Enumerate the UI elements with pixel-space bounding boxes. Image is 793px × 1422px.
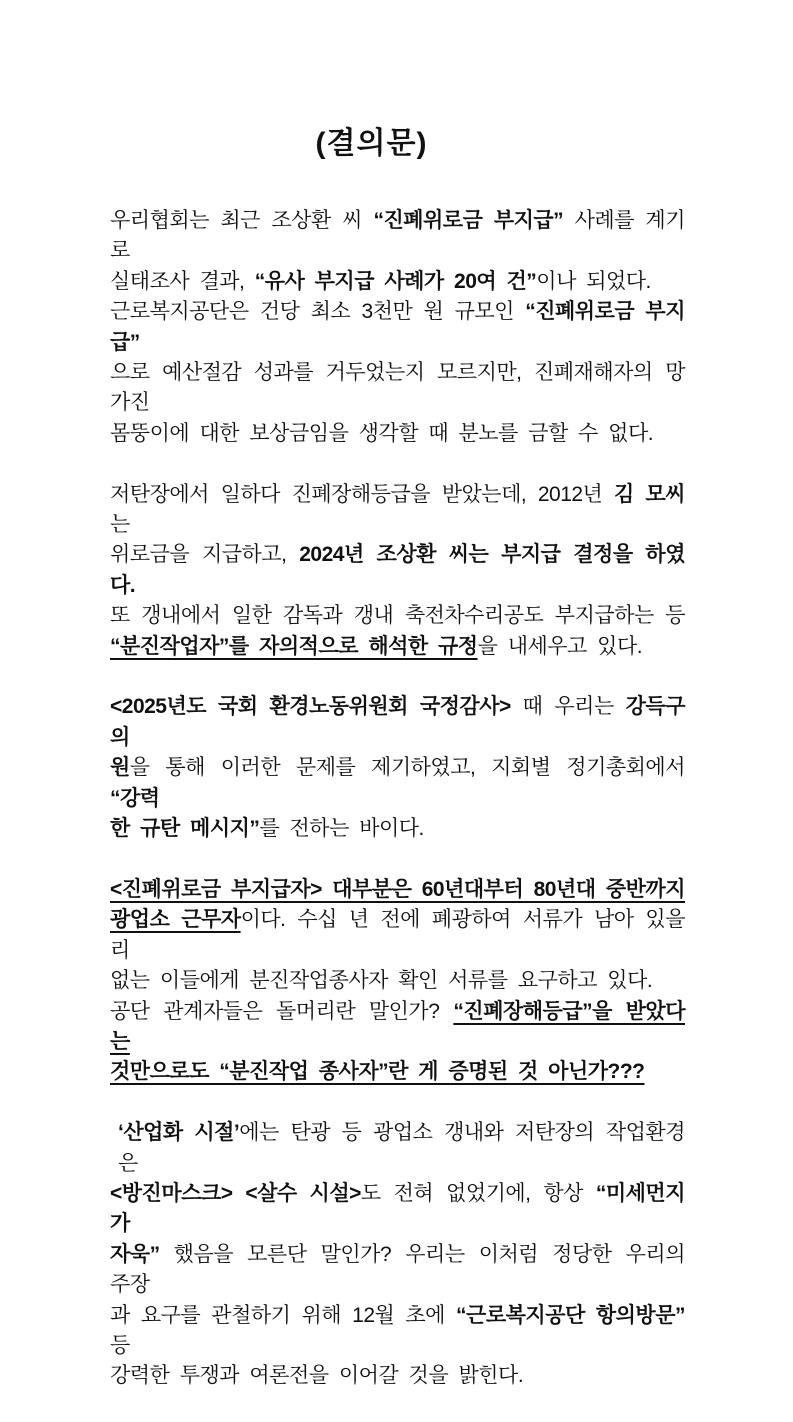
document-title: (결의문): [315, 127, 428, 160]
text-line: [110, 997, 685, 1058]
text-run: 도 전혀 없었기에, 항상: [360, 1181, 596, 1205]
text-line: [110, 814, 685, 844]
text-run: 했음을 모른단 말인가? 우리는 이처럼 정당한 우리의 주장: [110, 1242, 685, 1297]
text-line: [110, 875, 685, 905]
text-line: [110, 480, 685, 541]
text-line: [110, 1118, 685, 1179]
text-run: 한 규탄 메시지”: [110, 817, 260, 841]
text-line: [110, 905, 685, 966]
text-run: <2025년도 국회 환경노동위원회 국정감사>: [110, 695, 511, 719]
paragraph: [110, 875, 685, 1088]
text-line: [110, 540, 685, 601]
text-line: [110, 206, 685, 267]
text-run: 2024년 조상환 씨는 부지급 결정을 하였다.: [110, 543, 685, 597]
text-line: [110, 966, 685, 996]
text-run: 또 갱내에서 일한 감독과 갱내 축전차수리공도 부지급하는 등: [110, 604, 685, 628]
text-run: “진폐위로금 부지급”: [110, 300, 685, 354]
text-run: 공단 관계자들은 돌머리란 말인가?: [110, 999, 440, 1023]
text-run: 몸뚱이에 대한 보상금임을 생각할 때 분노를 금할 수 없다.: [110, 421, 654, 445]
text-run: 를 전하는 바이다.: [259, 817, 424, 841]
text-run: “근로복지공단 항의방문”: [456, 1303, 685, 1327]
text-line: [110, 1240, 685, 1301]
text-run: “미세먼지가: [110, 1181, 685, 1236]
text-line: [110, 1057, 685, 1087]
text-run: 등: [110, 1333, 130, 1357]
text-run: 으로 예산절감 성과를 거두었는지 모르지만, 진폐재해자의 망가진: [110, 361, 685, 415]
text-line: [110, 297, 685, 358]
text-run: 에는 탄광 등 광업소 갱내와 저탄장의 작업환경은: [118, 1121, 685, 1175]
text-run: 이다. 수십 년 전에 폐광하여 서류가 남아 있을 리: [110, 908, 685, 962]
text-run: <방진마스크> <살수 시설>: [110, 1181, 361, 1205]
paragraph: [110, 692, 685, 844]
text-run: 저탄장에서 일하다 진폐장해등급을 받았는데, 2012년: [110, 482, 614, 506]
paragraph: [110, 206, 685, 449]
text-line: [110, 1361, 685, 1391]
text-run: 우리협회는 최근 조상환 씨: [110, 209, 374, 232]
text-run: ‘산업화 시절’: [118, 1121, 240, 1145]
text-run: “진폐장해등급”을 받았다는: [110, 999, 686, 1053]
text-run: 이나 되었다.: [536, 269, 651, 293]
text-line: [110, 632, 685, 662]
text-run: 광업소 근무자: [110, 908, 241, 932]
text-line: [110, 692, 685, 753]
text-line: [110, 267, 685, 297]
text-run: <진폐위로금 부지급자> 대부분은 60년대부터 80년대 중반까지: [110, 877, 685, 901]
text-run: 원: [110, 756, 130, 780]
text-run: 을 통해 이러한 문제를 제기하였고, 지회별 정기총회에서: [129, 756, 685, 780]
text-run: 근로복지공단은 건당 최소 3천만 원 규모인: [110, 300, 526, 324]
text-line: [110, 358, 685, 419]
text-line: [110, 1301, 685, 1362]
text-run: “진폐위로금 부지급”: [373, 209, 564, 232]
text-run: 것만으로도 “분진작업 종사자”란 게 증명된 것 아닌가???: [110, 1060, 645, 1084]
text-line: [110, 601, 685, 631]
paragraph: [110, 480, 685, 662]
text-run: 강력한 투쟁과 여론전을 이어갈 것을 밝힌다.: [110, 1364, 524, 1388]
text-run: 때 우리는: [510, 695, 626, 719]
text-run: “유사 부지급 사례가 20여 건”: [254, 269, 537, 293]
text-line: [110, 1179, 685, 1240]
text-line: [110, 419, 685, 449]
text-run: 위로금을 지급하고,: [110, 543, 300, 567]
text-run: 자욱”: [110, 1242, 160, 1266]
text-run: “분진작업자”를 자의적으로 해석한 규정: [110, 634, 478, 658]
text-run: 을 내세우고 있다.: [477, 634, 643, 658]
text-line: [110, 753, 685, 814]
text-run: “강력: [110, 786, 160, 810]
text-run: 는: [110, 513, 130, 537]
text-run: 실태조사 결과,: [110, 269, 255, 293]
text-run: 김 모씨: [613, 482, 685, 506]
paragraph: [110, 1118, 685, 1392]
text-run: 없는 이들에게 분진작업종사자 확인 서류를 요구하고 있다.: [110, 969, 653, 993]
text-run: 사례를 계기로: [110, 209, 685, 263]
document-body: [110, 206, 685, 1422]
text-run: 과 요구를 관철하기 위해 12월 초에: [110, 1303, 457, 1327]
text-run: 강득구 의: [110, 695, 685, 749]
